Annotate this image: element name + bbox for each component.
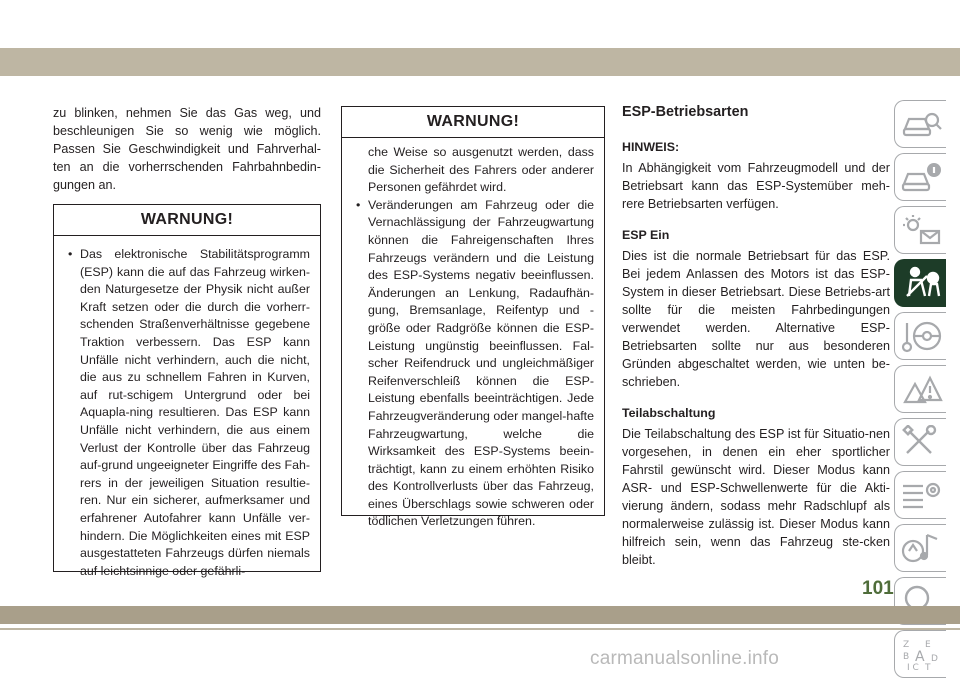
- multimedia-icon: [901, 531, 943, 565]
- intro-paragraph: zu blinken, nehmen Sie das Gas weg, und beschleunigen Sie so wenig wie möglich. Passen Sie Geschwindigkeit und Fahrverhal-ten an die vorherrschenden Fahrbahnbedin-gungen an.: [53, 106, 321, 192]
- alphabet-index-icon: [901, 637, 943, 671]
- tab-car-search[interactable]: [894, 100, 946, 148]
- warning-body: [54, 236, 320, 588]
- note-text: In Abhängigkeit vom Fahrzeugmodell und der Betriebsart kann das ESP-Systemüber meh-rere Betriebsarten verfügen.: [622, 161, 890, 211]
- tab-multimedia[interactable]: [894, 524, 946, 572]
- tab-starting-driving[interactable]: [894, 312, 946, 360]
- column-left: [53, 104, 321, 194]
- warning-bullet: • Veränderungen am Fahrzeug oder die Vernachlässigung der Fahrzeugwartung können die Fahreigenschaften Ihres Fahrzeugs verändern und die Leistung des ESP-Systems negativ beeinflussen. Änderungen an Lenkung, Radaufhän-gung, Bremsanlage, Reifentyp und -größe oder Radgröße können die ESP-Leistung ungünstig beeinflussen. Fal-scher Reifendruck und ungleichmäßiger Reifenverschleiß können die ESP-Leistung ebenfalls beeinträchtigen. Jede Fahrzeugveränderung oder mangel-hafte Fahrzeugwartung, welche die Wirksamkeit des ESP-Systems beein-trächtigt, kann zu einem erhöhten Risiko des Kontrollverlusts über das Fahrzeug, eines Überschlags sowie schweren oder tödlichen Verletzungen führen.: [356, 197, 594, 531]
- footer-band: [0, 606, 960, 624]
- service-tools-icon: [901, 425, 943, 459]
- warning-box-left: [53, 204, 321, 578]
- seat-safety-icon: [901, 266, 943, 300]
- warning-triangle-icon: [901, 372, 943, 406]
- tab-emergency[interactable]: [894, 365, 946, 413]
- partial-text: Die Teilabschaltung des ESP ist für Situatio-nen vorgesehen, in denen ein eher sportlicher Fahrstil gewünscht wird. Dieser Modus kann ASR- und ESP-Schwellenwerte für die Akti-vierung ändern, sodass mehr Radschlupf als normalerweise zulässig ist. Dieser Modus kann hilfreich sein, wenn das Fahrzeug ste-cken bleibt.: [622, 427, 890, 567]
- chapter-tabs: [894, 100, 950, 683]
- column-right: [622, 103, 890, 569]
- warning-title: WARNUNG!: [54, 205, 320, 236]
- svg-text:Z: Z: [903, 640, 910, 650]
- warning-bullet: • Das elektronische Stabilitätsprogramm (ESP) kann die auf das Fahrzeug wirken-den Naturgesetze der Physik nicht außer Kraft setzen oder die durch die vorherr-schenden Straßenverhältnisse gegebene Traktion verbessern. Das ESP kann Unfälle nicht verhindern, auch die nicht, die aus zu schnellem Fahren in Kurven, auf rut-schigem Untergrund oder bei Aquapla-ning resultieren. Das ESP kann Unfälle nicht verhindern, die aus einem Verlust der Kontrolle über das Fahrzeug auf-grund ungeeigneter Eingriffe des Fah-rers in der jeweiligen Situation resultie-ren. Nur ein sicherer, aufmerksamer und erfahrener Autofahrer kann Unfälle ver-hindern. Die Möglichkeiten eines mit ESP ausgestatteten Fahrzeugs dürfen niemals auf leichtsinnige oder gefährli-: [68, 246, 310, 580]
- svg-text:I C: I C: [907, 663, 919, 671]
- section-title: ESP-Betriebsarten: [622, 104, 749, 120]
- esp-on-title: ESP Ein: [622, 228, 670, 242]
- svg-text:T: T: [925, 663, 931, 671]
- car-search-icon: [901, 107, 943, 141]
- esp-on-text: Dies ist die normale Betriebsart für das ESP. Bei jedem Anlassen des Motors ist das ESP-System in dieser Betriebsart. Diese Betriebs-art sollte für die meisten Fahrbedingungen verwendet werden. Alternative ESP-Betriebsarten sollte nur aus besonderen Gründen abgeschaltet werden, wie unten be-schrieben.: [622, 249, 890, 389]
- partial-title: Teilabschaltung: [622, 406, 716, 420]
- svg-text:E: E: [925, 640, 931, 650]
- warning-title: WARNUNG!: [342, 107, 604, 138]
- tab-car-info[interactable]: [894, 153, 946, 201]
- car-info-icon: [901, 160, 943, 194]
- tab-alphabet-index[interactable]: [894, 630, 946, 678]
- svg-text:A: A: [915, 649, 925, 665]
- dashboard-lights-icon: [901, 213, 943, 247]
- tab-specifications[interactable]: [894, 471, 946, 519]
- specifications-icon: [901, 478, 943, 512]
- tab-dashboard-lights[interactable]: [894, 206, 946, 254]
- watermark: carmanualsonline.info: [590, 648, 780, 669]
- tab-service[interactable]: [894, 418, 946, 466]
- page-number: 101: [862, 578, 894, 599]
- warning-continuation: che Weise so ausgenutzt werden, dass die Sicherheit des Fahrers oder anderer Personen gefährdet wird.: [368, 145, 594, 195]
- footer-line: [0, 628, 960, 630]
- svg-text:B: B: [903, 652, 910, 662]
- warning-body: [342, 138, 604, 539]
- starting-driving-icon: [901, 319, 943, 353]
- svg-text:D: D: [931, 654, 938, 664]
- warning-box-middle: [341, 106, 605, 529]
- header-band: [0, 48, 960, 76]
- tab-seat-safety[interactable]: [894, 259, 946, 307]
- note-label: HINWEIS:: [622, 140, 680, 154]
